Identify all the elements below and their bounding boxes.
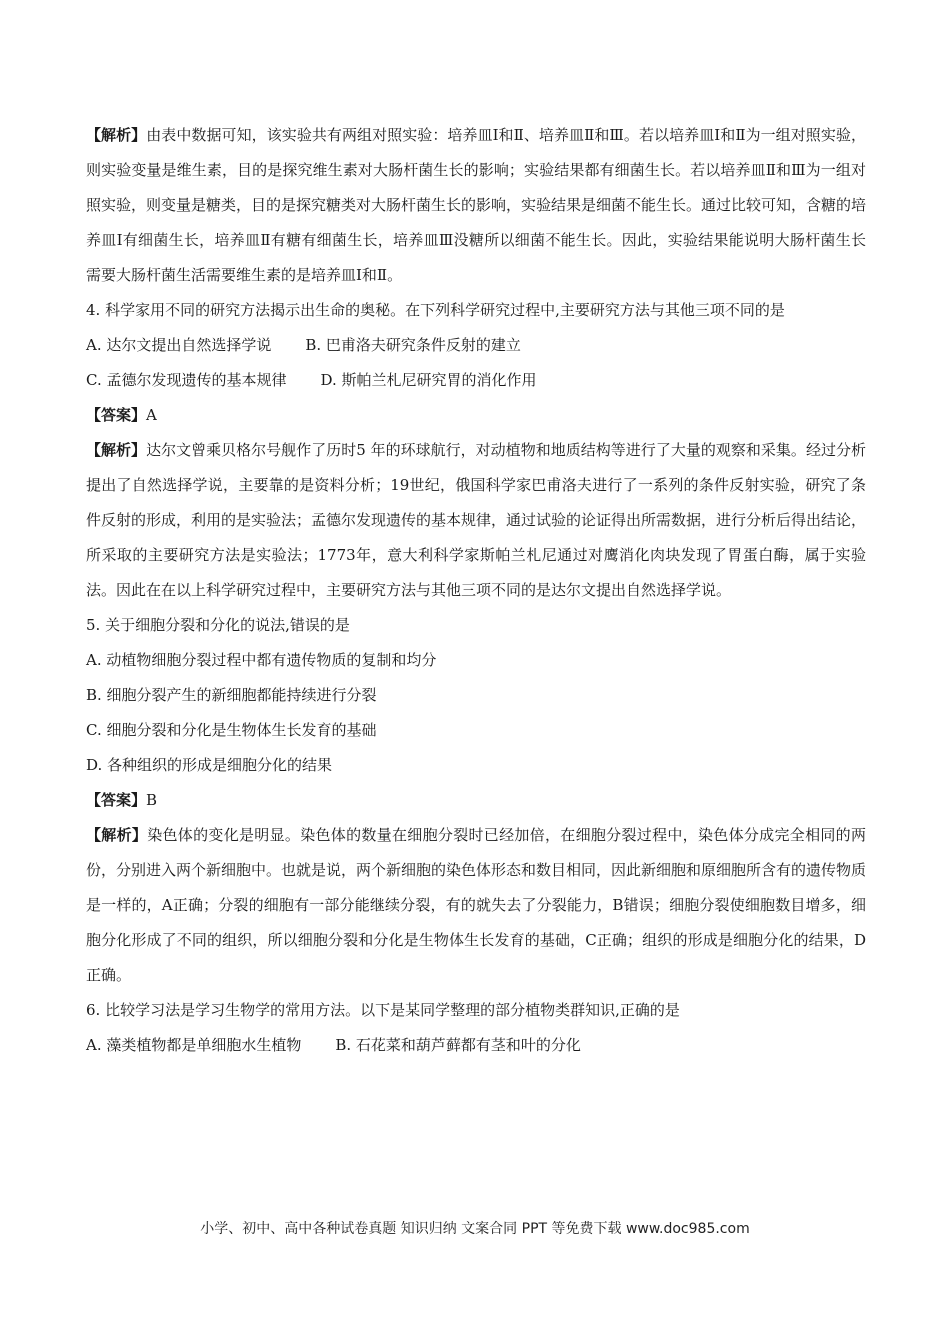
analysis-tag: 【解析】 <box>86 441 147 459</box>
q5-option-b: B. 细胞分裂产生的新细胞都能持续进行分裂 <box>86 686 377 704</box>
q4-option-a: A. 达尔文提出自然选择学说 <box>86 336 272 354</box>
analysis-tag: 【解析】 <box>86 126 147 144</box>
q3-analysis <box>86 118 866 293</box>
page-footer: 小学、初中、高中各种试卷真题 知识归纳 文案合同 PPT 等免费下载 www.doc985.com <box>200 1221 750 1237</box>
q4-question: 4. 科学家用不同的研究方法揭示出生命的奥秘。在下列科学研究过程中,主要研究方法与其他三项不同的是 <box>86 301 785 319</box>
q4-options-row-2 <box>86 363 866 398</box>
q5-analysis <box>86 818 866 993</box>
analysis-text: 由表中数据可知，该实验共有两组对照实验：培养皿Ⅰ和Ⅱ、培养皿Ⅱ和Ⅲ。若以培养皿Ⅰ和Ⅱ为一组对照实验，则实验变量是维生素，目的是探究维生素对大肠杆菌生长的影响；实验结果都有细菌生长。若以培养皿Ⅱ和Ⅲ为一组对照实验，则变量是糖类，目的是探究糖类对大肠杆菌生长的影响，实验结果是细菌不能生长。通过比较可知，含糖的培养皿Ⅰ有细菌生长，培养皿Ⅱ有糖有细菌生长，培养皿Ⅲ没糖所以细菌不能生长。因此，实验结果能说明大肠杆菌生长需要大肠杆菌生活需要维生素的是培养皿Ⅰ和Ⅱ。 <box>86 126 867 284</box>
q4-option-b: B. 巴甫洛夫研究条件反射的建立 <box>305 336 521 354</box>
q4-options-row-1 <box>86 328 866 363</box>
q5-option-d: D. 各种组织的形成是细胞分化的结果 <box>86 756 333 774</box>
q6-option-b: B. 石花菜和葫芦藓都有茎和叶的分化 <box>335 1036 581 1054</box>
q4-analysis <box>86 433 866 608</box>
answer-value: B <box>146 791 158 809</box>
q4-option-d: D. 斯帕兰札尼研究胃的消化作用 <box>320 371 537 389</box>
document-body <box>86 118 866 1063</box>
answer-tag: 【答案】 <box>86 791 147 809</box>
q6-option-a: A. 藻类植物都是单细胞水生植物 <box>86 1036 302 1054</box>
q6-options-row-1 <box>86 1028 866 1063</box>
q4-option-c: C. 孟德尔发现遗传的基本规律 <box>86 371 287 389</box>
q5-question: 5. 关于细胞分裂和分化的说法,错误的是 <box>86 616 350 634</box>
analysis-text: 染色体的变化是明显。染色体的数量在细胞分裂时已经加倍，在细胞分裂过程中，染色体分成完全相同的两份，分别进入两个新细胞中。也就是说，两个新细胞的染色体形态和数目相同，因此新细胞和原细胞所含有的遗传物质是一样的，A正确；分裂的细胞有一部分能继续分裂，有的就失去了分裂能力，B错误；细胞分裂使细胞数目增多，细胞分化形成了不同的组织，所以细胞分裂和分化是生物体生长发育的基础，C正确；组织的形成是细胞分化的结果，D正确。 <box>86 826 867 984</box>
answer-tag: 【答案】 <box>86 406 147 424</box>
q4-answer <box>86 398 866 433</box>
q5-option-c: C. 细胞分裂和分化是生物体生长发育的基础 <box>86 721 377 739</box>
answer-value: A <box>146 406 157 424</box>
analysis-tag: 【解析】 <box>86 826 148 844</box>
q5-option-a: A. 动植物细胞分裂过程中都有遗传物质的复制和均分 <box>86 651 437 669</box>
q5-answer <box>86 783 866 818</box>
q6-question: 6. 比较学习法是学习生物学的常用方法。以下是某同学整理的部分植物类群知识,正确的是 <box>86 1001 680 1019</box>
analysis-text: 达尔文曾乘贝格尔号舰作了历时5 年的环球航行，对动植物和地质结构等进行了大量的观察和采集。经过分析提出了自然选择学说，主要靠的是资料分析；19世纪，俄国科学家巴甫洛夫进行了一系列的条件反射实验，研究了条件反射的形成，利用的是实验法；孟德尔发现遗传的基本规律，通过试验的论证得出所需数据，进行分析后得出结论，所采取的主要研究方法是实验法；1773年，意大利科学家斯帕兰札尼通过对鹰消化肉块发现了胃蛋白酶，属于实验法。因此在在以上科学研究过程中，主要研究方法与其他三项不同的是达尔文提出自然选择学说。 <box>86 441 867 599</box>
